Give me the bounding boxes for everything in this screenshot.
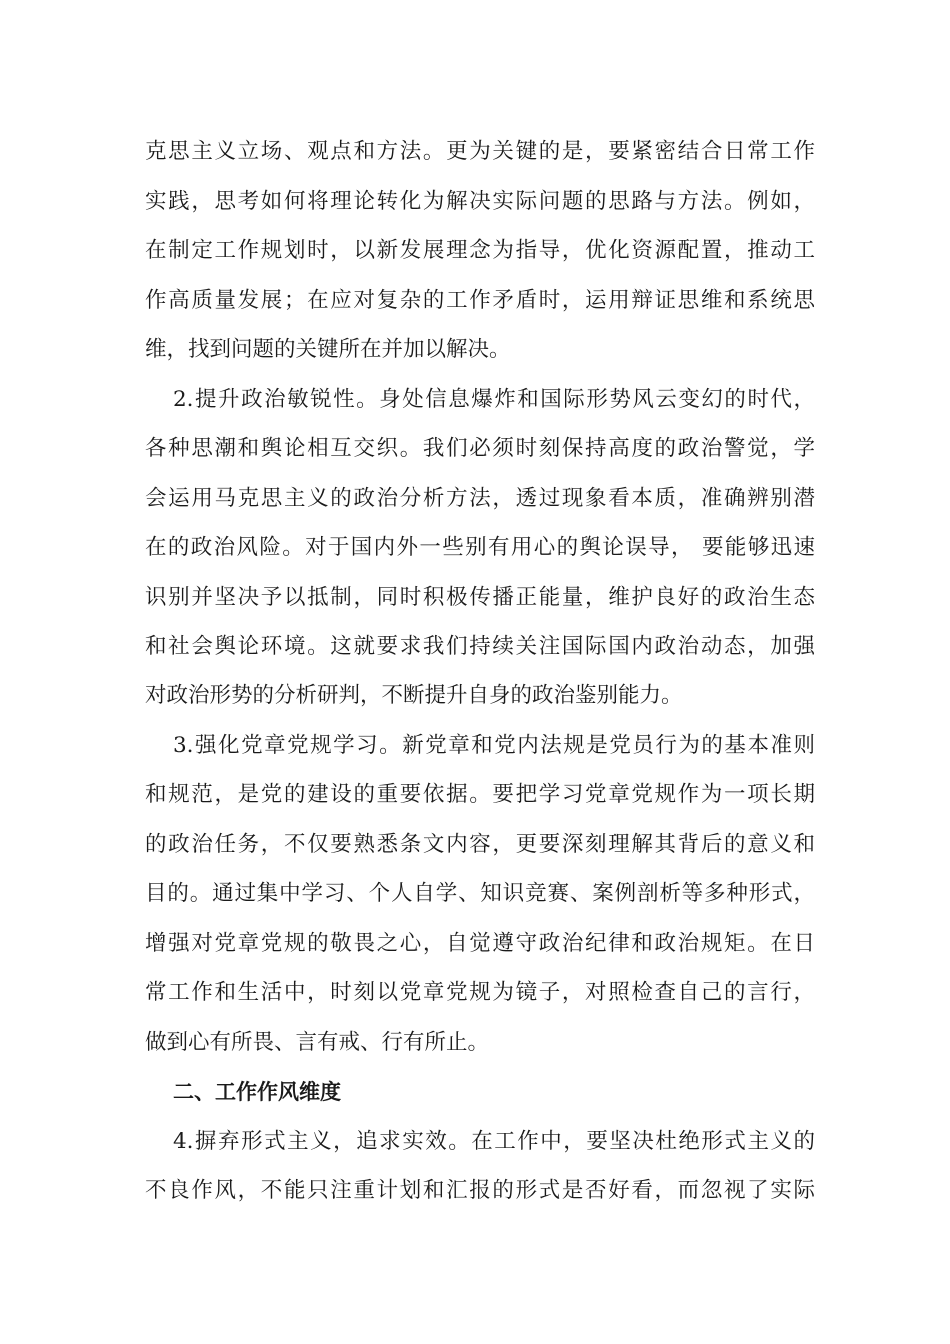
text-line: 常工作和生活中，时刻以党章党规为镜子，对照检查自己的言行， <box>145 980 815 1005</box>
text-line: 不良作风，不能只注重计划和汇报的形式是否好看，而忽视了实际 <box>145 1178 815 1203</box>
text-line: 识别并坚决予以抵制，同时积极传播正能量，维护良好的政治生态 <box>145 585 815 610</box>
text-line: 实践，思考如何将理论转化为解决实际问题的思路与方法。例如， <box>145 189 815 214</box>
text-line: 做到心有所畏、言有戒、行有所止。 <box>145 1030 490 1055</box>
text-line: 克思主义立场、观点和方法。更为关键的是，要紧密结合日常工作 <box>145 139 815 164</box>
text-line: 和社会舆论环境。这就要求我们持续关注国际国内政治动态，加强 <box>145 634 815 659</box>
text-line: 在的政治风险。对于国内外一些别有用心的舆论误导， 要能够迅速 <box>145 535 815 560</box>
text-line: 对政治形势的分析研判，不断提升自身的政治鉴别能力。 <box>145 683 683 708</box>
text-line: 在制定工作规划时，以新发展理念为指导，优化资源配置，推动工 <box>145 238 815 263</box>
text-line: 作高质量发展；在应对复杂的工作矛盾时，运用辩证思维和系统思 <box>145 288 815 313</box>
text-line: 和规范，是党的建设的重要依据。要把学习党章党规作为一项长期 <box>145 782 815 807</box>
text-line: 的政治任务，不仅要熟悉条文内容，更要深刻理解其背后的意义和 <box>145 832 815 857</box>
paragraph-start-line: 2.提升政治敏锐性。身处信息爆炸和国际形势风云变幻的时代， <box>173 387 815 412</box>
paragraph-start-line: 3.强化党章党规学习。新党章和党内法规是党员行为的基本准则 <box>173 733 815 758</box>
section-heading: 二、工作作风维度 <box>173 1080 341 1104</box>
text-line: 增强对党章党规的敬畏之心，自觉遵守政治纪律和政治规矩。在日 <box>145 931 815 956</box>
paragraph-start-line: 4.摒弃形式主义，追求实效。在工作中，要坚决杜绝形式主义的 <box>173 1129 815 1154</box>
text-line: 维，找到问题的关键所在并加以解决。 <box>145 337 511 362</box>
text-line: 各种思潮和舆论相互交织。我们必须时刻保持高度的政治警觉，学 <box>145 436 815 461</box>
text-line: 目的。通过集中学习、个人自学、知识竞赛、案例剖析等多种形式， <box>145 881 815 906</box>
text-line: 会运用马克思主义的政治分析方法，透过现象看本质，准确辨别潜 <box>145 486 815 511</box>
